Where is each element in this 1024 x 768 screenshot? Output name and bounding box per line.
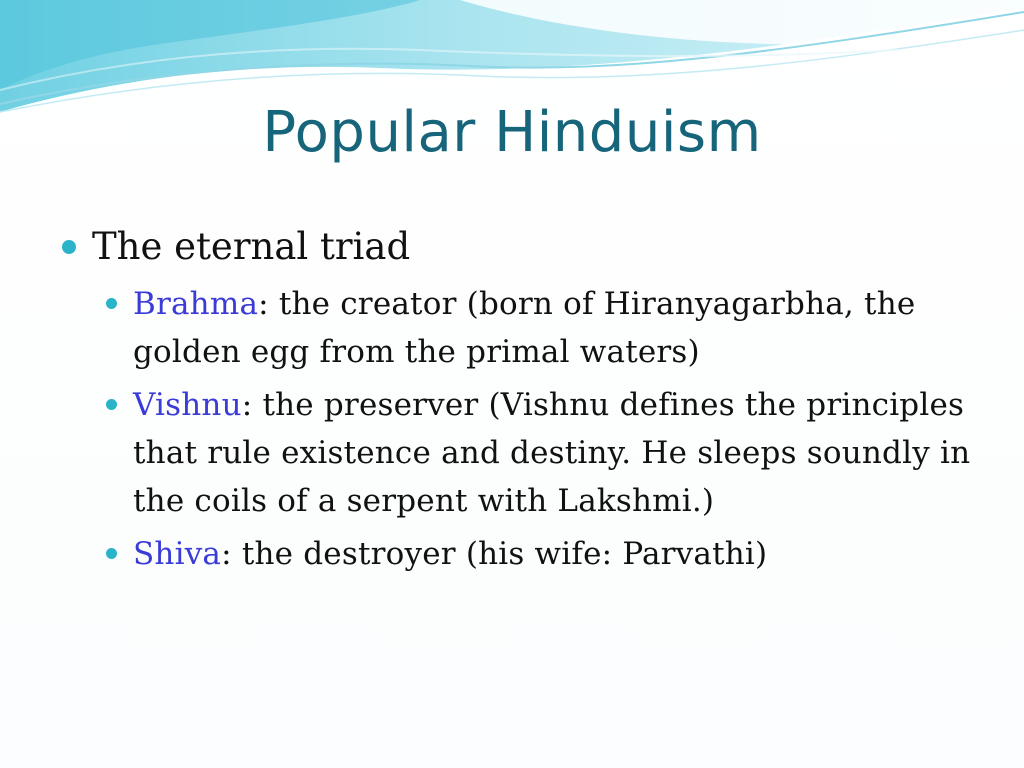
bullet-dot-icon [62, 240, 76, 254]
deity-name: Shiva [133, 536, 222, 572]
deity-description: : the destroyer (his wife: Parvathi) [221, 536, 768, 572]
deity-name: Brahma [133, 286, 259, 322]
deity-description: : the preserver (Vishnu defines the principles that rule existence and destiny. He sleeps soundly in the coils of a serpent with Lakshmi.) [133, 387, 971, 519]
slide-title: Popular Hinduism [262, 100, 762, 165]
list-item-shiva [104, 530, 982, 578]
bullet-dot-icon [106, 298, 117, 309]
deity-name: Vishnu [133, 387, 242, 423]
main-point-text: The eternal triad [92, 225, 411, 268]
bullet-dot-icon [106, 548, 117, 559]
bullet-dot-icon [106, 399, 117, 410]
list-item-vishnu [104, 381, 982, 525]
main-point [62, 222, 982, 272]
slide-body [62, 222, 982, 583]
deity-description: : the creator (born of Hiranyagarbha, the golden egg from the primal waters) [133, 286, 916, 370]
list-item-brahma [104, 280, 982, 376]
